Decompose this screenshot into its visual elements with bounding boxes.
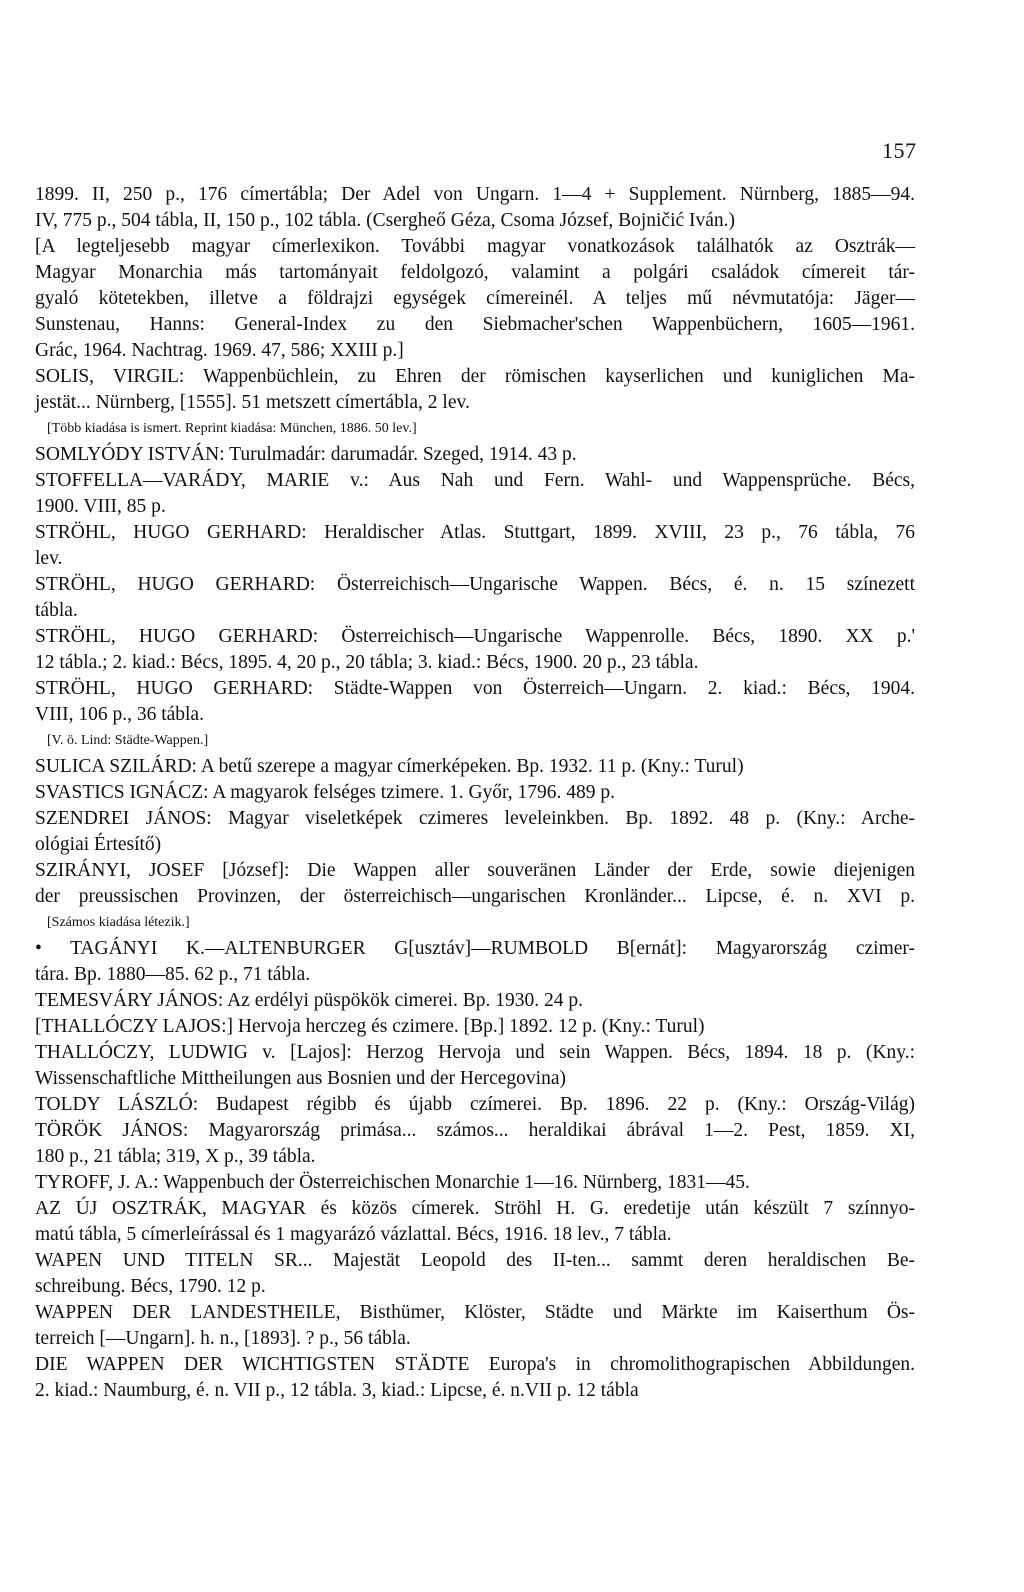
text-line: Magyar Monarchia más tartományait feldolgozó, valamint a polgári családok címereit tár- [35, 262, 915, 283]
text-line: STRÖHL, HUGO GERHARD: Österreichisch—Ungarische Wappenrolle. Bécs, 1890. XX p.' [35, 626, 915, 647]
text-line: tára. Bp. 1880—85. 62 p., 71 tábla. [35, 964, 311, 985]
text-line: 12 tábla.; 2. kiad.: Bécs, 1895. 4, 20 p., 20 tábla; 3. kiad.: Bécs, 1900. 20 p., 23 tábla. [35, 652, 699, 673]
text-line: Wissenschaftliche Mittheilungen aus Bosnien und der Hercegovina) [35, 1068, 566, 1089]
text-line: Grác, 1964. Nachtrag. 1969. 47, 586; XXIII p.] [35, 340, 404, 361]
text-line: AZ ÚJ OSZTRÁK, MAGYAR és közös címerek. Ströhl H. G. eredetije után készült 7 színnyo- [35, 1198, 915, 1219]
text-line: • TAGÁNYI K.—ALTENBURGER G[usztáv]—RUMBOLD B[ernát]: Magyarország czimer- [35, 938, 915, 959]
text-line: 1899. II, 250 p., 176 címertábla; Der Adel von Ungarn. 1—4 + Supplement. Nürnberg, 1885—94. [35, 184, 915, 205]
text-line: [Számos kiadása létezik.] [47, 915, 190, 930]
text-line: schreibung. Bécs, 1790. 12 p. [35, 1276, 266, 1297]
text-line: IV, 775 p., 504 tábla, II, 150 p., 102 tábla. (Csergheő Géza, Csoma József, Bojničić Iván.) [35, 210, 736, 231]
text-line: TOLDY LÁSZLÓ: Budapest régibb és újabb czímerei. Bp. 1896. 22 p. (Kny.: Ország-Világ) [35, 1094, 915, 1115]
bibliography-text [35, 182, 915, 1404]
text-line: 180 p., 21 tábla; 319, X p., 39 tábla. [35, 1146, 316, 1167]
text-line: jestät... Nürnberg, [1555]. 51 metszett címertábla, 2 lev. [35, 392, 470, 413]
text-line: THALLÓCZY, LUDWIG v. [Lajos]: Herzog Hervoja und sein Wappen. Bécs, 1894. 18 p. (Kny.: [35, 1042, 915, 1063]
text-line: gyaló kötetekben, illetve a földrajzi egységek címereinél. A teljes mű névmutatója: Jäger— [35, 288, 915, 309]
text-line: lev. [35, 548, 63, 569]
text-line: Sunstenau, Hanns: General-Index zu den Siebmacher'schen Wappenbüchern, 1605—1961. [35, 314, 915, 335]
text-line: SOMLYÓDY ISTVÁN: Turulmadár: darumadár. Szeged, 1914. 43 p. [35, 444, 577, 465]
text-line: 2. kiad.: Naumburg, é. n. VII p., 12 tábla. 3, kiad.: Lipcse, é. n.VII p. 12 tábla [35, 1380, 639, 1401]
text-line: 1900. VIII, 85 p. [35, 496, 166, 517]
text-line: SVASTICS IGNÁCZ: A magyarok felséges tzimere. 1. Győr, 1796. 489 p. [35, 782, 616, 803]
text-line: TYROFF, J. A.: Wappenbuch der Österreichischen Monarchie 1—16. Nürnberg, 1831—45. [35, 1172, 750, 1193]
text-line: terreich [—Ungarn]. h. n., [1893]. ? p., 56 tábla. [35, 1328, 411, 1349]
text-line: WAPPEN DER LANDESTHEILE, Bisthümer, Klöster, Städte und Märkte im Kaiserthum Ös- [35, 1302, 915, 1323]
text-line: STOFFELLA—VARÁDY, MARIE v.: Aus Nah und Fern. Wahl- und Wappensprüche. Bécs, [35, 470, 915, 491]
text-line: SULICA SZILÁRD: A betű szerepe a magyar címerképeken. Bp. 1932. 11 p. (Kny.: Turul) [35, 756, 744, 777]
text-line: VIII, 106 p., 36 tábla. [35, 704, 204, 725]
text-line: [V. ö. Lind: Städte-Wappen.] [47, 733, 209, 748]
text-line: SZIRÁNYI, JOSEF [József]: Die Wappen aller souveränen Länder der Erde, sowie diejenigen [35, 860, 915, 881]
text-line: der preussischen Provinzen, der österreichisch—ungarischen Kronländer... Lipcse, é. n. XVI p. [35, 886, 915, 907]
text-line: TEMESVÁRY JÁNOS: Az erdélyi püspökök cimerei. Bp. 1930. 24 p. [35, 990, 583, 1011]
text-line: SZENDREI JÁNOS: Magyar viseletképek czimeres leveleinkben. Bp. 1892. 48 p. (Kny.: Arche- [35, 808, 915, 829]
text-line: [THALLÓCZY LAJOS:] Hervoja herczeg és czimere. [Bp.] 1892. 12 p. (Kny.: Turul) [35, 1016, 705, 1037]
text-line: ológiai Értesítő) [35, 834, 162, 855]
text-line: TÖRÖK JÁNOS: Magyarország primása... számos... heraldikai ábrával 1—2. Pest, 1859. XI, [35, 1120, 915, 1141]
page-number: 157 [882, 138, 917, 163]
text-line: tábla. [35, 600, 78, 621]
text-line: STRÖHL, HUGO GERHARD: Österreichisch—Ungarische Wappen. Bécs, é. n. 15 színezett [35, 574, 915, 595]
text-line: SOLIS, VIRGIL: Wappenbüchlein, zu Ehren der römischen kayserlichen und kuniglichen Ma- [35, 366, 915, 387]
text-line: WAPEN UND TITELN SR... Majestät Leopold des II-ten... sammt deren heraldischen Be- [35, 1250, 915, 1271]
text-line: DIE WAPPEN DER WICHTIGSTEN STÄDTE Europa's in chromolithograpischen Abbildungen. [35, 1354, 915, 1375]
text-line: [A legteljesebb magyar címerlexikon. További magyar vonatkozások találhatók az Osztrák— [35, 236, 915, 257]
text-line: matú tábla, 5 címerleírással és 1 magyarázó vázlattal. Bécs, 1916. 18 lev., 7 tábla. [35, 1224, 672, 1245]
text-line: STRÖHL, HUGO GERHARD: Heraldischer Atlas. Stuttgart, 1899. XVIII, 23 p., 76 tábla, 76 [35, 522, 915, 543]
text-line: [Több kiadása is ismert. Reprint kiadása: München, 1886. 50 lev.] [47, 421, 417, 436]
text-line: STRÖHL, HUGO GERHARD: Städte-Wappen von Österreich—Ungarn. 2. kiad.: Bécs, 1904. [35, 678, 915, 699]
